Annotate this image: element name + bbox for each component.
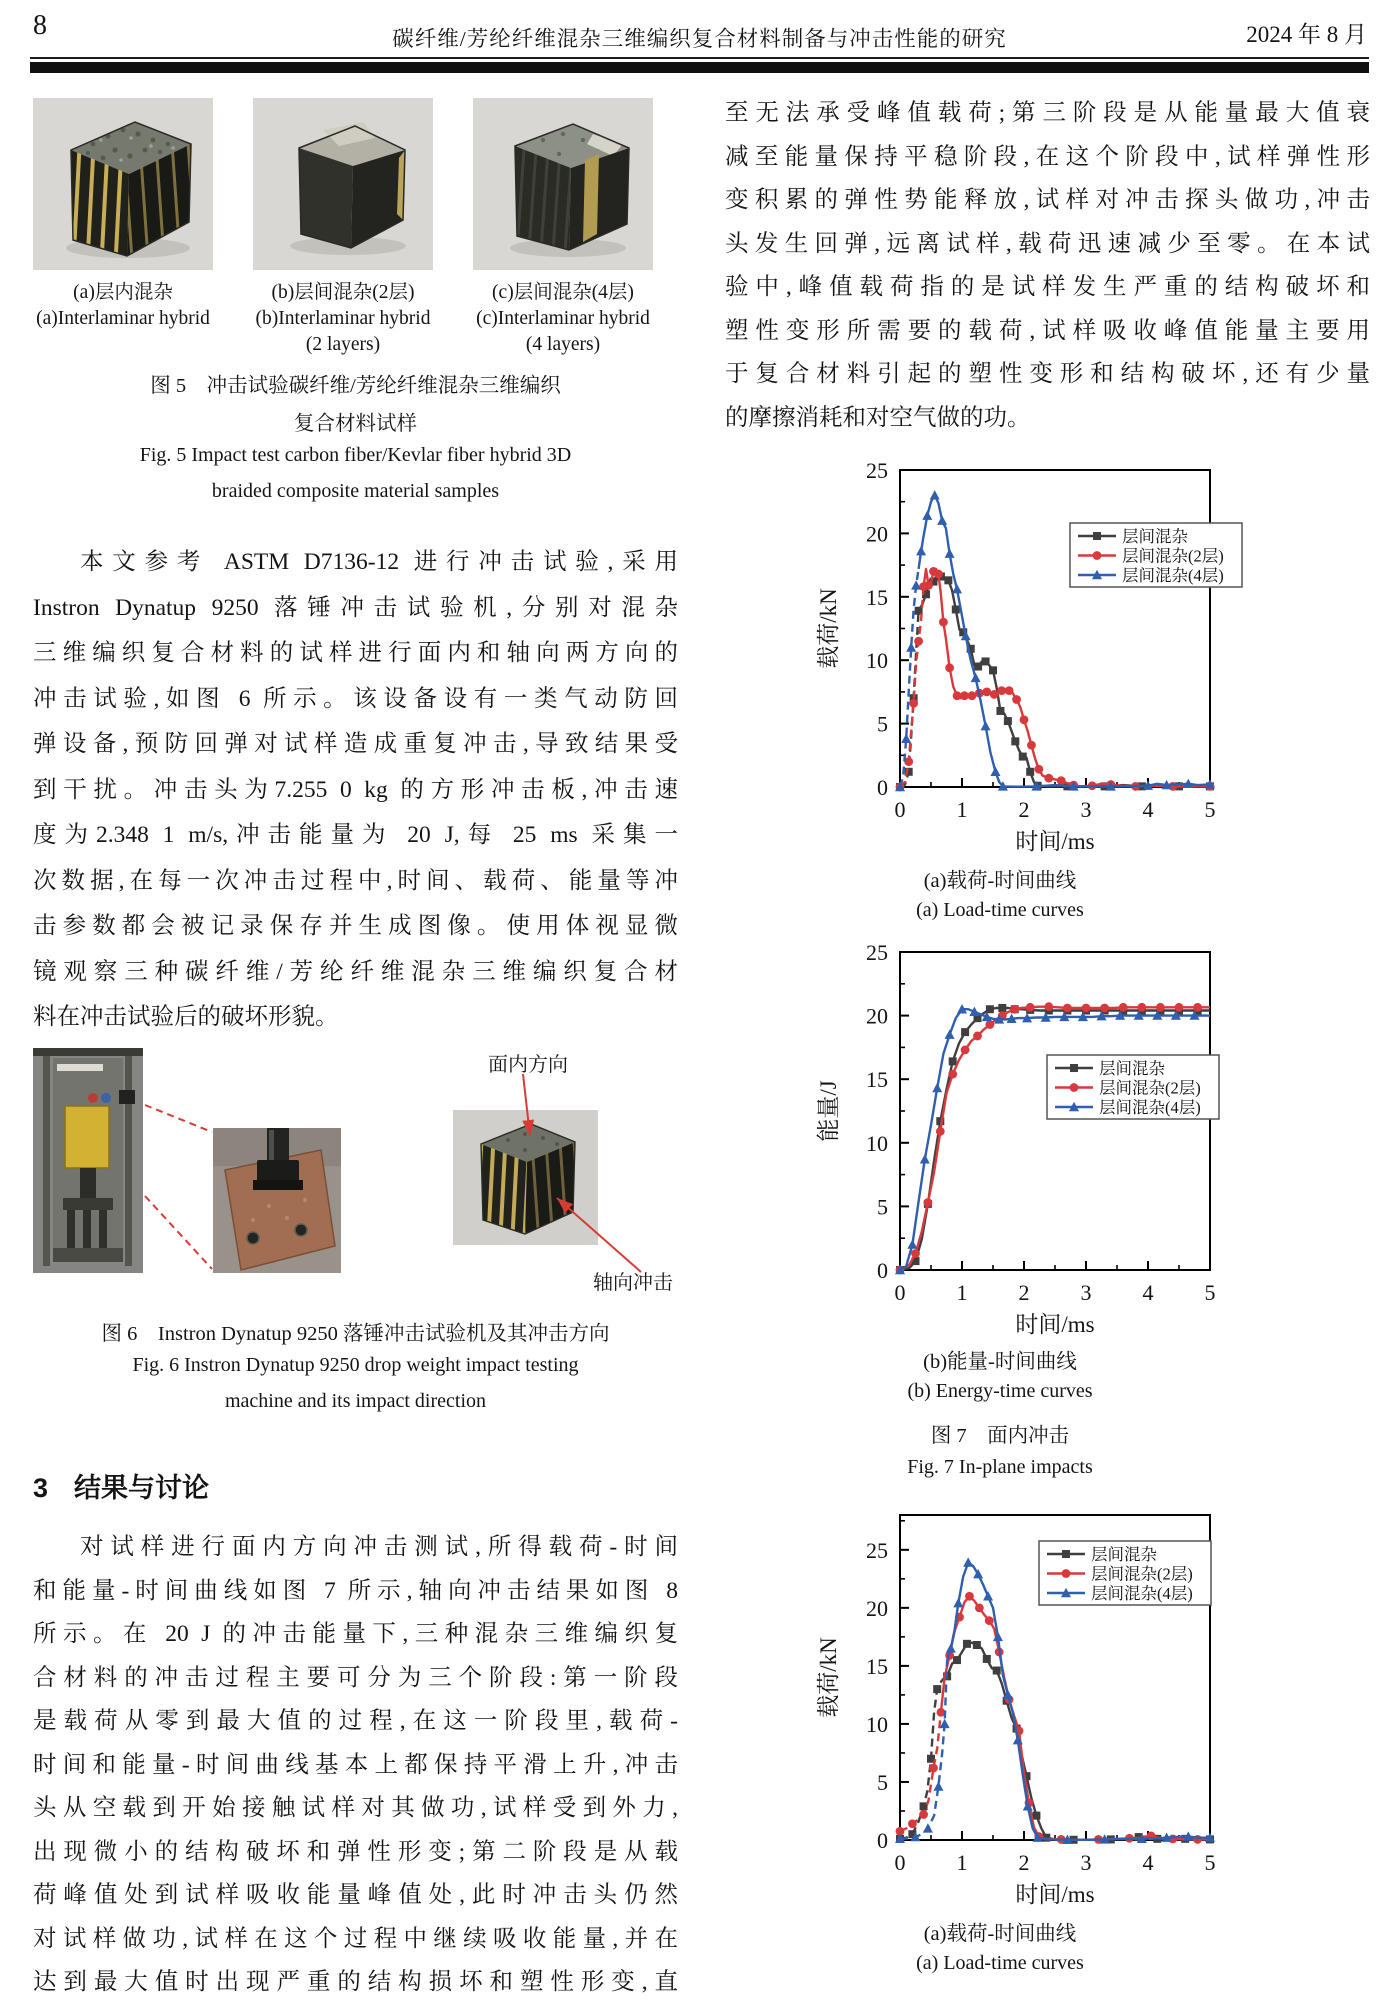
fig6-title-en-2: machine and its impact direction <box>224 1390 487 1412</box>
svg-text:25: 25 <box>866 458 888 483</box>
paragraph-results-right <box>725 92 1370 440</box>
svg-text:0: 0 <box>877 1258 888 1283</box>
chart-legend <box>1047 1055 1219 1119</box>
svg-text:层间混杂(4层): 层间混杂(4层) <box>1091 1584 1193 1603</box>
label-inplane-direction: 面内方向 <box>488 1054 568 1076</box>
svg-text:15: 15 <box>866 1653 888 1679</box>
section-heading <box>33 1466 209 1505</box>
svg-text:2: 2 <box>1018 797 1030 822</box>
svg-text:2: 2 <box>1018 1850 1030 1875</box>
chart-series <box>896 567 1215 791</box>
x-axis-label: 时间/ms <box>1015 1882 1095 1907</box>
svg-text:1: 1 <box>956 797 968 822</box>
section-number: 3 <box>33 1473 49 1503</box>
magnifier-dashed-line-bottom <box>145 1196 212 1269</box>
caption-sample-c-en2: (4 layers) <box>525 334 601 355</box>
axial-impact-arrow <box>557 1198 641 1272</box>
fig7-title-en: Fig. 7 In-plane impacts <box>907 1456 1093 1478</box>
fig8-load-time-chart <box>760 1505 1340 1915</box>
svg-text:25: 25 <box>866 1537 888 1563</box>
caption-sample-a-en: (a)Interlaminar hybrid <box>36 308 210 329</box>
text-line: 减至能量保持平稳阶段,在这个阶段中,试样弹性形 <box>725 143 1370 170</box>
svg-text:5: 5 <box>877 1194 888 1220</box>
figure5-photos <box>33 98 683 273</box>
svg-text:0: 0 <box>894 1280 906 1305</box>
svg-text:5: 5 <box>1204 797 1216 822</box>
paragraph-results-left <box>33 1526 678 2005</box>
svg-text:1: 1 <box>956 1280 968 1305</box>
svg-text:20: 20 <box>866 1595 888 1621</box>
svg-text:2: 2 <box>1018 1280 1030 1305</box>
running-title: 碳纤维/芳纶纤维混杂三维编织复合材料制备与冲击性能的研究 <box>392 27 1007 51</box>
svg-text:层间混杂: 层间混杂 <box>1091 1545 1157 1564</box>
svg-text:0: 0 <box>877 775 888 800</box>
fig5-title-zh-1: 图 5 冲击试验碳纤维/芳纶纤维混杂三维编织 <box>150 375 561 397</box>
chart-series <box>896 573 1214 791</box>
svg-text:1: 1 <box>956 1850 968 1875</box>
text-line: 和能量-时间曲线如图 7 所示,轴向冲击结果如图 8 <box>33 1577 678 1604</box>
svg-text:20: 20 <box>866 1003 888 1029</box>
text-line: 于复合材料引起的塑性变形和结构破坏,还有少量 <box>725 361 1370 387</box>
sample-photo-interlaminar-4 <box>473 98 653 270</box>
fig5-title-en-1: Fig. 5 Impact test carbon fiber/Kevlar fiber hybrid 3D <box>139 444 572 466</box>
text-line: 验中,峰值载荷指的是试样发生严重的结构破坏和 <box>725 274 1370 300</box>
svg-text:层间混杂: 层间混杂 <box>1099 1059 1165 1078</box>
svg-text:25: 25 <box>866 940 888 965</box>
text-line: 时间和能量-时间曲线基本上都保持平滑上升,冲击 <box>33 1751 678 1778</box>
text-line: 是载荷从零到最大值的过程,在这一阶段里,载荷- <box>33 1708 678 1734</box>
svg-text:5: 5 <box>877 711 888 737</box>
svg-text:0: 0 <box>894 1850 906 1875</box>
fig7b-caption-en: (b) Energy-time curves <box>907 1380 1093 1402</box>
svg-text:层间混杂(2层): 层间混杂(2层) <box>1122 546 1224 566</box>
svg-text:0: 0 <box>894 797 906 822</box>
chart-legend <box>1070 523 1242 587</box>
magnifier-dashed-line-top <box>145 1105 212 1132</box>
y-axis-label: 能量/J <box>816 1080 841 1142</box>
caption-sample-b-en2: (2 layers) <box>305 334 381 355</box>
caption-sample-a-zh: (a)层内混杂 <box>73 282 173 303</box>
svg-text:20: 20 <box>866 521 888 547</box>
header-rule-thick <box>30 62 1369 73</box>
text-line: 镜观察三种碳纤维/芳纶纤维混杂三维编织复合材 <box>33 958 678 985</box>
svg-text:4: 4 <box>1142 797 1154 822</box>
svg-text:层间混杂(4层): 层间混杂(4层) <box>1122 566 1224 585</box>
svg-text:10: 10 <box>866 1130 888 1156</box>
figure6 <box>33 1048 683 1310</box>
text-line: 合材料的冲击过程主要可分为三个阶段:第一阶段 <box>33 1664 678 1691</box>
svg-text:层间混杂(2层): 层间混杂(2层) <box>1091 1564 1193 1584</box>
svg-text:4: 4 <box>1142 1850 1154 1875</box>
text-line: 对试样做功,试样在这个过程中继续吸收能量,并在 <box>33 1925 678 1952</box>
sample-photo-interlaminar-2 <box>253 98 433 270</box>
text-line: Instron Dynatup 9250 落锤冲击试验机,分别对混杂 <box>33 594 678 621</box>
fig7-title-zh: 图 7 面内冲击 <box>930 1425 1070 1447</box>
text-line: 本文参考 ASTM D7136-12 进行冲击试验,采用 <box>80 549 678 575</box>
svg-text:0: 0 <box>877 1828 888 1853</box>
text-line: 荷峰值处到试样吸收能量峰值处,此时冲击头仍然 <box>33 1882 678 1908</box>
caption-sample-c <box>463 280 663 358</box>
text-line: 度为2.348 1 m/s,冲击能量为 20 J,每 25 ms 采集一 <box>33 822 678 848</box>
text-line: 冲击试验,如图 6 所示。该设备设有一类气动防回 <box>33 685 678 712</box>
text-line: 次数据,在每一次冲击过程中,时间、载荷、能量等冲 <box>33 867 678 894</box>
text-line: 所示。在 20 J 的冲击能量下,三种混杂三维编织复 <box>33 1621 678 1647</box>
text-line: 变积累的弹性势能释放,试样对冲击探头做功,冲击 <box>725 187 1370 213</box>
label-axial-impact: 轴向冲击 <box>593 1272 673 1294</box>
text-line: 头从空载到开始接触试样对其做功,试样受到外力, <box>33 1795 678 1821</box>
text-line: 塑性变形所需要的载荷,试样吸收峰值能量主要用 <box>725 317 1370 344</box>
y-axis-label: 载荷/kN <box>816 588 841 669</box>
svg-text:3: 3 <box>1080 1850 1092 1875</box>
text-line: 头发生回弹,远离试样,载荷迅速减少至零。在本试 <box>725 230 1370 257</box>
text-line: 到干扰。冲击头为7.255 0 kg 的方形冲击板,冲击速 <box>33 776 678 803</box>
header-rule-thin <box>30 57 1369 59</box>
svg-text:10: 10 <box>866 1711 888 1737</box>
x-axis-label: 时间/ms <box>1015 1312 1095 1337</box>
svg-text:4: 4 <box>1142 1280 1154 1305</box>
chart-series <box>895 1004 1210 1274</box>
text-line: 击参数都会被记录保存并生成图像。使用体视显微 <box>33 913 678 939</box>
paragraph-method <box>33 540 678 1041</box>
svg-text:层间混杂(2层): 层间混杂(2层) <box>1099 1078 1201 1098</box>
text-line: 对试样进行面内方向冲击测试,所得载荷-时间 <box>80 1534 678 1560</box>
text-line: 出现微小的结构破坏和弹性形变;第二阶段是从载 <box>33 1838 678 1865</box>
chart-series <box>896 1004 1210 1274</box>
svg-text:层间混杂(4层): 层间混杂(4层) <box>1099 1098 1201 1117</box>
chart-svg <box>760 1505 1340 1915</box>
fig7a-caption-en: (a) Load-time curves <box>916 899 1084 921</box>
svg-text:5: 5 <box>1204 1280 1216 1305</box>
svg-text:3: 3 <box>1080 797 1092 822</box>
caption-sample-b-zh: (b)层间混杂(2层) <box>271 282 415 303</box>
fig8a-caption-en: (a) Load-time curves <box>916 1952 1084 1974</box>
svg-text:10: 10 <box>866 648 888 674</box>
fig7a-caption-zh: (a)载荷-时间曲线 <box>923 870 1077 892</box>
fig7-energy-time-chart <box>760 940 1340 1340</box>
chart-legend <box>1039 1541 1211 1605</box>
fig8a-caption-zh: (a)载荷-时间曲线 <box>923 1923 1077 1945</box>
caption-sample-c-en: (c)Interlaminar hybrid <box>476 308 650 329</box>
sample-photo-intralaminar <box>33 98 213 270</box>
text-line: 达到最大值时出现严重的结构损坏和塑性形变,直 <box>33 1969 678 1995</box>
text-line: 料在冲击试验后的破坏形貌。 <box>33 1004 339 1030</box>
text-line: 至无法承受峰值载荷;第三阶段是从能量最大值衰 <box>725 100 1370 126</box>
chart-svg <box>760 940 1340 1340</box>
svg-text:15: 15 <box>866 584 888 610</box>
fig5-title-zh-2: 复合材料试样 <box>294 413 417 435</box>
caption-sample-b-en: (b)Interlaminar hybrid <box>255 308 431 329</box>
svg-text:5: 5 <box>877 1769 888 1795</box>
svg-text:层间混杂: 层间混杂 <box>1122 527 1188 546</box>
text-line: 弹设备,预防回弹对试样造成重复冲击,导致结果受 <box>33 731 678 757</box>
page-number: 8 <box>33 10 47 41</box>
caption-sample-b <box>243 280 443 358</box>
fig6-title-en-1: Fig. 6 Instron Dynatup 9250 drop weight impact testing <box>132 1354 579 1376</box>
chart-series <box>896 1592 1210 1844</box>
issue-date: 2024 年 8 月 <box>1246 22 1367 47</box>
caption-sample-c-zh: (c)层间混杂(4层) <box>492 282 634 303</box>
fig7b-caption-zh: (b)能量-时间曲线 <box>923 1351 1077 1373</box>
fig7-load-time-chart <box>760 455 1340 860</box>
svg-text:5: 5 <box>1204 1850 1216 1875</box>
y-axis-label: 载荷/kN <box>816 1637 841 1718</box>
text-line: 三维编织复合材料的试样进行面内和轴向两方向的 <box>33 640 678 666</box>
x-axis-label: 时间/ms <box>1015 829 1095 854</box>
svg-text:15: 15 <box>866 1067 888 1093</box>
fig6-title-zh: 图 6 Instron Dynatup 9250 落锤冲击试验机及其冲击方向 <box>101 1323 610 1345</box>
text-line: 的摩擦消耗和对空气做的功。 <box>725 404 1031 431</box>
fig5-title-en-2: braided composite material samples <box>211 480 500 502</box>
svg-text:3: 3 <box>1080 1280 1092 1305</box>
section-title: 结果与讨论 <box>74 1473 210 1503</box>
chart-svg <box>760 455 1340 860</box>
inplane-direction-arrow <box>523 1074 530 1136</box>
caption-sample-a <box>23 280 223 332</box>
chart-series <box>896 1002 1210 1274</box>
